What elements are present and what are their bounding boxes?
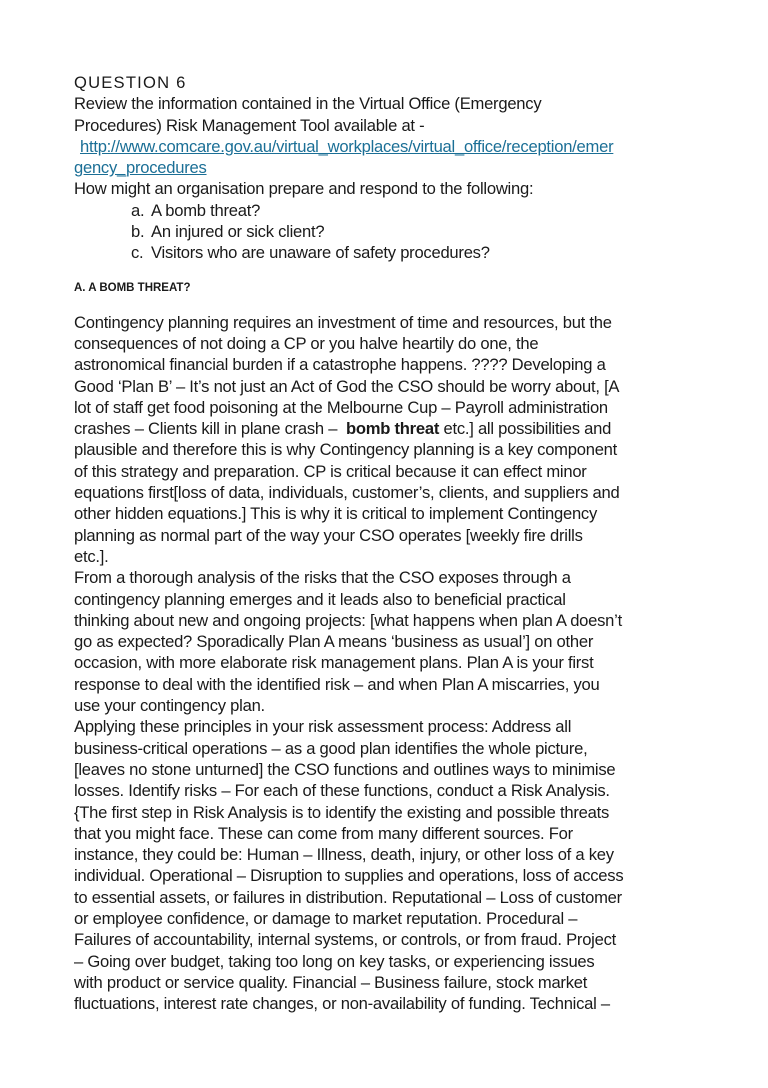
paragraph-line: [leaves no stone unturned] the CSO functions and outlines ways to minimise xyxy=(74,759,616,779)
paragraph-line: go as expected? Sporadically Plan A means ‘business as usual’] on other xyxy=(74,632,594,652)
paragraph-line: losses. Identify risks – For each of these functions, conduct a Risk Analysis. xyxy=(74,781,610,801)
question-item: b. An injured or sick client? xyxy=(131,222,325,242)
paragraph-line: etc.]. xyxy=(74,546,109,566)
question-prompt: How might an organisation prepare and respond to the following: xyxy=(74,179,534,199)
paragraph-line: contingency planning emerges and it leads also to beneficial practical xyxy=(74,589,566,609)
paragraph-line: individual. Operational – Disruption to supplies and operations, loss of access xyxy=(74,866,624,886)
procedures-link-continued[interactable]: gency_procedures xyxy=(74,158,207,178)
paragraph-line: or employee confidence, or damage to market reputation. Procedural – xyxy=(74,908,578,928)
section-title: A. A BOMB THREAT? xyxy=(74,281,191,294)
paragraph-line: equations first[loss of data, individuals, customer’s, clients, and suppliers and xyxy=(74,483,620,503)
paragraph-line: use your contingency plan. xyxy=(74,696,265,716)
paragraph-line: of this strategy and preparation. CP is critical because it can effect minor xyxy=(74,461,587,481)
answer-paragraph-3 xyxy=(74,716,704,1014)
paragraph-line: business-critical operations – as a good plan identifies the whole picture, xyxy=(74,738,588,758)
question-item: a. A bomb threat? xyxy=(131,200,261,220)
procedures-link[interactable]: http://www.comcare.gov.au/virtual_workplaces/virtual_office/reception/emer xyxy=(80,136,614,156)
answer-paragraph-2 xyxy=(74,567,704,716)
paragraph-line: with product or service quality. Financial – Business failure, stock market xyxy=(74,972,588,992)
paragraph-line: astronomical financial burden if a catastrophe happens. ???? Developing a xyxy=(74,355,606,375)
paragraph-line: plausible and therefore this is why Contingency planning is a key component xyxy=(74,440,618,460)
paragraph-line: consequences of not doing a CP or you halve heartily do one, the xyxy=(74,333,539,353)
document-page xyxy=(74,72,704,1014)
paragraph-line: planning as normal part of the way your CSO operates [weekly fire drills xyxy=(74,525,583,545)
paragraph-line: Good ‘Plan B’ – It’s not just an Act of God the CSO should be worry about, [A xyxy=(74,376,620,396)
paragraph-line: that you might face. These can come from many different sources. For xyxy=(74,823,573,843)
paragraph-line: fluctuations, interest rate changes, or non-availability of funding. Technical – xyxy=(74,994,610,1014)
paragraph-line: thinking about new and ongoing projects: [what happens when plan A doesn’t xyxy=(74,610,622,630)
paragraph-line: lot of staff get food poisoning at the Melbourne Cup – Payroll administration xyxy=(74,397,608,417)
paragraph-line: Applying these principles in your risk assessment process: Address all xyxy=(74,717,572,737)
question-heading: QUESTION 6 xyxy=(74,73,187,92)
paragraph-line: occasion, with more elaborate risk management plans. Plan A is your first xyxy=(74,653,594,673)
paragraph-line: – Going over budget, taking too long on key tasks, or experiencing issues xyxy=(74,951,595,971)
paragraph-line: other hidden equations.] This is why it is critical to implement Contingency xyxy=(74,504,598,524)
paragraph-line: to essential assets, or failures in distribution. Reputational – Loss of customer xyxy=(74,887,622,907)
question-intro-line: Review the information contained in the Virtual Office (Emergency xyxy=(74,94,542,114)
answer-paragraph-1 xyxy=(74,312,704,568)
paragraph-line: Contingency planning requires an investment of time and resources, but the xyxy=(74,312,612,332)
question-intro-line: Procedures) Risk Management Tool available at - xyxy=(74,115,425,135)
paragraph-line: {The first step in Risk Analysis is to identify the existing and possible threats xyxy=(74,802,609,822)
paragraph-line: response to deal with the identified risk – and when Plan A miscarries, you xyxy=(74,674,600,694)
paragraph-line: crashes – Clients kill in plane crash – bomb threat etc.] all possibilities and xyxy=(74,419,612,439)
paragraph-line: Failures of accountability, internal systems, or controls, or from fraud. Project xyxy=(74,930,617,950)
question-item: c. Visitors who are unaware of safety procedures? xyxy=(131,243,490,263)
bomb-threat-emphasis: bomb threat xyxy=(345,419,440,439)
paragraph-line: instance, they could be: Human – Illness, death, injury, or other loss of a key xyxy=(74,845,614,865)
question-items xyxy=(74,200,704,264)
paragraph-line: From a thorough analysis of the risks that the CSO exposes through a xyxy=(74,568,571,588)
